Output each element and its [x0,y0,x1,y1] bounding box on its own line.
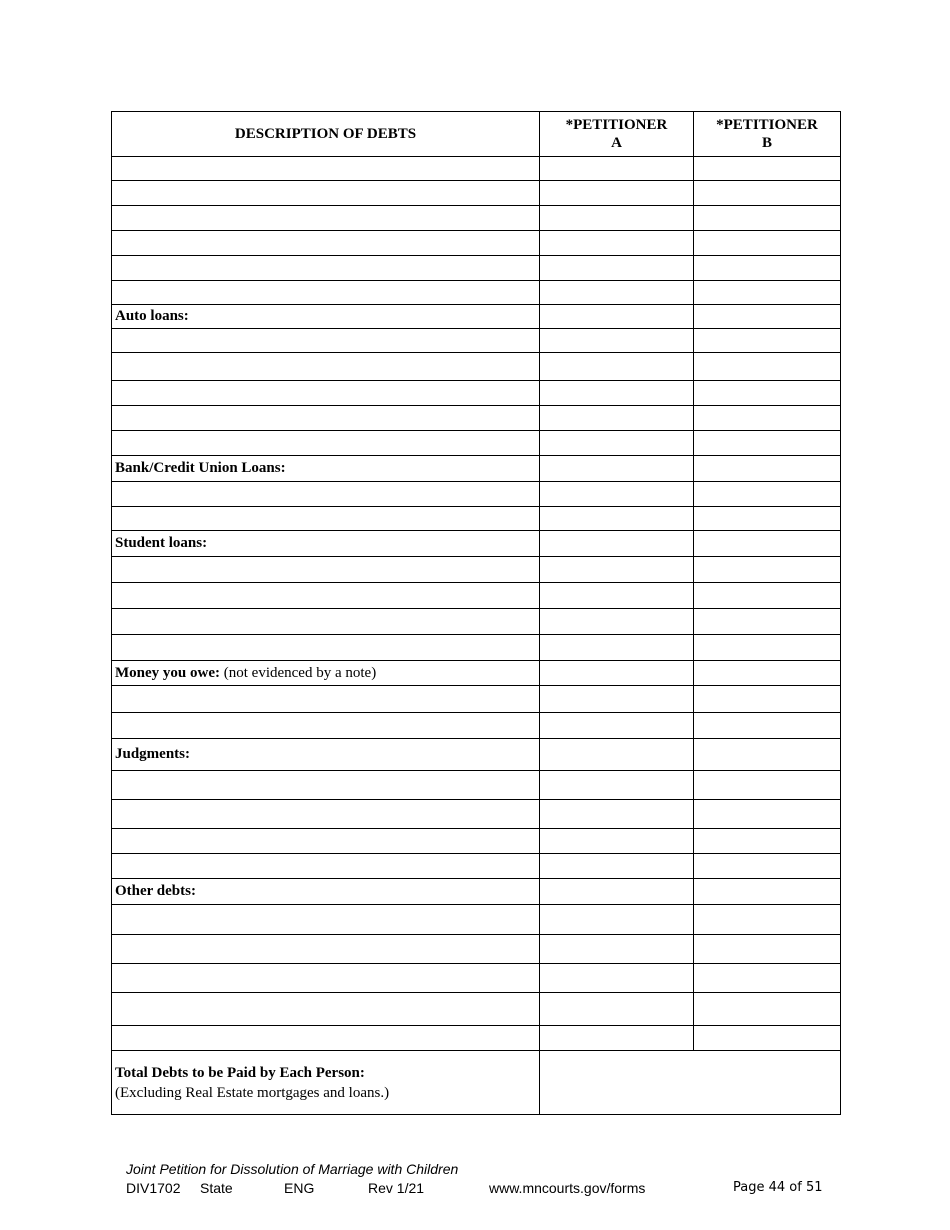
debt-description-cell[interactable] [112,609,540,635]
table-row [112,353,841,381]
table-row [112,431,841,456]
debt-description-cell[interactable] [112,157,540,181]
debt-description-cell[interactable] [112,800,540,829]
petitioner-a-cell[interactable] [540,686,694,713]
debt-description-cell[interactable] [112,256,540,281]
petitioner-b-cell[interactable] [694,406,841,431]
debt-description-cell[interactable] [112,905,540,935]
petitioner-a-cell[interactable] [540,353,694,381]
petitioner-a-cell[interactable] [540,507,694,531]
petitioner-b-cell[interactable] [694,713,841,739]
debt-description-cell[interactable] [112,557,540,583]
table-row [112,583,841,609]
header-petitioner-a: *PETITIONER A [540,112,694,157]
petitioner-a-cell[interactable] [540,635,694,661]
debt-description-cell[interactable] [112,771,540,800]
petitioner-b-cell[interactable] [694,854,841,879]
table-row [112,905,841,935]
total-label: Total Debts to be Paid by Each Person: [115,1064,365,1081]
money-owed-note: (not evidenced by a note) [223,664,377,681]
petitioner-b-cell[interactable] [694,583,841,609]
debt-description-cell[interactable] [112,231,540,256]
petitioner-a-cell[interactable] [540,905,694,935]
petitioner-b-cell[interactable] [694,353,841,381]
section-label-auto-loans: Auto loans: [112,305,540,329]
petitioner-b-cell[interactable] [694,231,841,256]
table-row [112,1026,841,1051]
table-row [112,329,841,353]
table-row [112,964,841,993]
table-row [112,713,841,739]
debt-description-cell[interactable] [112,507,540,531]
total-row [112,1051,841,1115]
language: ENG [284,1180,315,1196]
petitioner-a-cell[interactable] [540,583,694,609]
petitioner-a-cell[interactable] [540,935,694,964]
section-label-money-owed: Money you owe: (not evidenced by a note) [112,661,540,686]
table-row [112,482,841,507]
petitioner-b-cell[interactable] [694,771,841,800]
form-title: Joint Petition for Dissolution of Marriage with Children [126,1161,459,1177]
section-label-bank-loans: Bank/Credit Union Loans: [112,456,540,482]
petitioner-a-cell[interactable] [540,800,694,829]
table-row [112,993,841,1026]
petitioner-a-cell[interactable] [540,231,694,256]
total-note: (Excluding Real Estate mortgages and loans.) [115,1084,390,1101]
petitioner-b-cell[interactable] [694,256,841,281]
petitioner-b-cell[interactable] [694,381,841,406]
petitioner-b-cell[interactable] [694,800,841,829]
petitioner-b-cell[interactable] [694,181,841,206]
page-number: Page 44 of 51 [733,1180,823,1195]
section-row-money-owed [112,661,841,686]
debt-description-cell[interactable] [112,329,540,353]
table-row [112,686,841,713]
debt-description-cell[interactable] [112,281,540,305]
section-row-bank-loans [112,456,841,482]
table-row [112,557,841,583]
petitioner-a-cell[interactable] [540,879,694,905]
petitioner-b-cell[interactable] [694,305,841,329]
header-description: DESCRIPTION OF DEBTS [112,112,540,157]
debt-description-cell[interactable] [112,635,540,661]
petitioner-a-cell[interactable] [540,281,694,305]
table-row [112,507,841,531]
petitioner-b-cell[interactable] [694,557,841,583]
petitioner-b-cell[interactable] [694,609,841,635]
section-label-judgments: Judgments: [112,739,540,771]
debt-description-cell[interactable] [112,406,540,431]
petitioner-a-cell[interactable] [540,406,694,431]
petitioner-a-cell[interactable] [540,557,694,583]
petitioner-a-cell[interactable] [540,771,694,800]
petitioner-a-cell[interactable] [540,256,694,281]
debts-table [111,111,841,1115]
table-row [112,256,841,281]
total-label-cell [112,1051,540,1115]
debt-description-cell[interactable] [112,1026,540,1051]
petitioner-b-cell[interactable] [694,739,841,771]
debt-description-cell[interactable] [112,935,540,964]
section-label-student-loans: Student loans: [112,531,540,557]
table-row [112,231,841,256]
petitioner-b-cell[interactable] [694,281,841,305]
petitioner-a-cell[interactable] [540,329,694,353]
petitioner-a-cell[interactable] [540,993,694,1026]
table-row [112,935,841,964]
table-row [112,206,841,231]
table-row [112,800,841,829]
table-row [112,771,841,800]
petitioner-b-cell[interactable] [694,1026,841,1051]
petitioner-a-cell[interactable] [540,157,694,181]
petitioner-b-cell[interactable] [694,157,841,181]
petitioner-a-cell[interactable] [540,305,694,329]
header-petitioner-b: *PETITIONER B [694,112,841,157]
jurisdiction: State [200,1180,233,1196]
debt-description-cell[interactable] [112,964,540,993]
table-row [112,635,841,661]
table-row [112,406,841,431]
petitioner-b-cell[interactable] [694,431,841,456]
table-row [112,381,841,406]
petitioner-a-cell[interactable] [540,181,694,206]
debt-description-cell[interactable] [112,993,540,1026]
petitioner-b-cell[interactable] [694,905,841,935]
debt-description-cell[interactable] [112,854,540,879]
debt-description-cell[interactable] [112,686,540,713]
petitioner-b-cell[interactable] [694,661,841,686]
petitioner-b-cell[interactable] [694,456,841,482]
forms-url[interactable]: www.mncourts.gov/forms [489,1180,646,1196]
table-header-row [112,112,841,157]
debt-description-cell[interactable] [112,713,540,739]
petitioner-b-cell[interactable] [694,879,841,905]
petitioner-a-cell[interactable] [540,482,694,507]
petitioner-a-cell[interactable] [540,661,694,686]
debt-description-cell[interactable] [112,431,540,456]
section-row-auto-loans [112,305,841,329]
debt-description-cell[interactable] [112,829,540,854]
petitioner-b-cell[interactable] [694,829,841,854]
revision: Rev 1/21 [368,1180,425,1196]
petitioner-b-cell[interactable] [694,206,841,231]
petitioner-b-cell[interactable] [694,531,841,557]
debt-description-cell[interactable] [112,482,540,507]
petitioner-a-cell[interactable] [540,531,694,557]
total-amount-cell[interactable] [540,1051,841,1115]
debt-description-cell[interactable] [112,181,540,206]
petitioner-b-cell[interactable] [694,482,841,507]
petitioner-a-cell[interactable] [540,206,694,231]
debt-description-cell[interactable] [112,583,540,609]
petitioner-a-cell[interactable] [540,1026,694,1051]
table-row [112,609,841,635]
debt-description-cell[interactable] [112,206,540,231]
table-row [112,854,841,879]
petitioner-a-cell[interactable] [540,431,694,456]
section-row-judgments [112,739,841,771]
petitioner-b-cell[interactable] [694,964,841,993]
section-row-other-debts [112,879,841,905]
table-row [112,157,841,181]
section-label-other-debts: Other debts: [112,879,540,905]
table-row [112,181,841,206]
petitioner-b-cell[interactable] [694,686,841,713]
form-id: DIV1702 [126,1180,181,1196]
petitioner-a-cell[interactable] [540,713,694,739]
petitioner-a-cell[interactable] [540,381,694,406]
petitioner-b-cell[interactable] [694,935,841,964]
petitioner-a-cell[interactable] [540,456,694,482]
petitioner-a-cell[interactable] [540,854,694,879]
petitioner-b-cell[interactable] [694,329,841,353]
petitioner-a-cell[interactable] [540,964,694,993]
section-row-student-loans [112,531,841,557]
table-row [112,829,841,854]
petitioner-b-cell[interactable] [694,507,841,531]
petitioner-b-cell[interactable] [694,635,841,661]
petitioner-a-cell[interactable] [540,609,694,635]
debt-description-cell[interactable] [112,353,540,381]
debt-description-cell[interactable] [112,381,540,406]
petitioner-a-cell[interactable] [540,739,694,771]
table-row [112,281,841,305]
petitioner-b-cell[interactable] [694,993,841,1026]
petitioner-a-cell[interactable] [540,829,694,854]
